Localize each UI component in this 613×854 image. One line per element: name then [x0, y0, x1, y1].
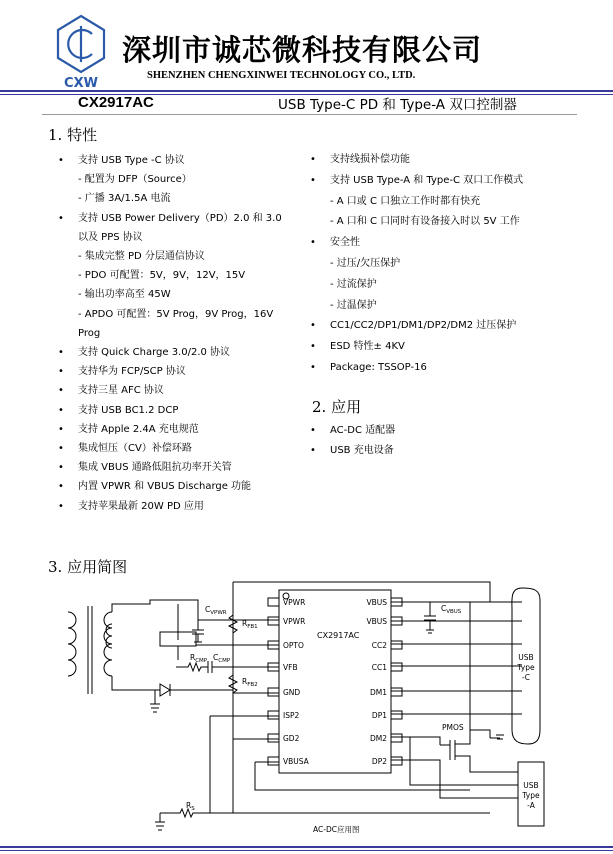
feature-item: - 过流保护	[330, 278, 377, 290]
feature-item: • 支持华为 FCP/SCP 协议	[78, 365, 186, 379]
pmos-label: PMOS	[442, 723, 464, 732]
feature-item: • 安全性	[330, 236, 360, 250]
chip-pin-left-label: GD2	[283, 734, 300, 743]
feature-item: • 支持 USB Power Delivery（PD）2.0 和 3.0	[78, 212, 282, 226]
chip-pin-left-label: VPWR	[283, 598, 306, 607]
header-rule	[0, 90, 613, 92]
feature-item: - A 口和 C 口同时有设备接入时以 5V 工作	[330, 216, 520, 228]
chip-pin-left-label: OPTO	[283, 641, 304, 650]
rs-label: $R_S$	[186, 801, 195, 812]
feature-item: - 输出功率高至 45W	[78, 289, 171, 301]
feature-item: Prog	[78, 327, 101, 339]
chip-pin-left	[268, 688, 279, 696]
usb-c-label-1: USB	[518, 653, 534, 662]
chip-pin-left-label: VPWR	[283, 617, 306, 626]
diagram-heading: 3. 应用简图	[48, 558, 128, 576]
chip-pin-left	[268, 757, 279, 765]
company-logo	[52, 12, 110, 90]
footer-rule-thin	[0, 850, 613, 851]
feature-item: - A 口或 C 口独立工作时都有快充	[330, 195, 481, 207]
feature-item: • 支持 USB BC1.2 DCP	[78, 404, 178, 418]
chip-pin-left-label: GND	[283, 688, 301, 697]
feature-item: - 集成完整 PD 分层通信协议	[78, 251, 205, 262]
cvpwr-label: $C_{VPWR}$	[205, 605, 227, 616]
chip-pin-right-label: VBUS	[366, 598, 387, 607]
applications-heading: 2. 应用	[312, 398, 362, 416]
feature-item: • 支持三星 AFC 协议	[78, 384, 164, 398]
chip-pin-right-label: DM2	[369, 734, 387, 743]
usb-a-label-2: Type	[522, 791, 540, 800]
usb-c-label-3: -C	[522, 673, 530, 682]
chip-pin-left	[268, 598, 279, 606]
application-item: • USB 充电设备	[330, 444, 394, 458]
feature-item: • CC1/CC2/DP1/DM1/DP2/DM2 过压保护	[330, 319, 516, 333]
application-item: • AC-DC 适配器	[330, 424, 395, 438]
feature-item: 以及 PPS 协议	[78, 231, 143, 243]
feature-item: • 集成恒压（CV）补偿环路	[78, 442, 192, 456]
ccmp-label: $C_{CMP}$	[213, 653, 231, 664]
company-name-en: SHENZHEN CHENGXINWEI TECHNOLOGY CO., LTD.	[147, 70, 416, 81]
part-number: CX2917AC	[78, 94, 154, 111]
feature-item: • 支持线损补偿功能	[330, 153, 410, 167]
chip-name: CX2917AC	[317, 631, 360, 640]
feature-item: • 支持苹果最新 20W PD 应用	[78, 500, 204, 514]
cvbus-label: $C_{VBUS}$	[441, 604, 462, 615]
chip-pin-right-label: DP2	[371, 757, 387, 766]
feature-item: • 支持 USB Type -C 协议	[78, 154, 185, 168]
footer-rule	[0, 846, 613, 848]
logo-text: CXW	[64, 76, 98, 90]
feature-item: - 过温保护	[330, 299, 377, 311]
chip-pin-right-label: CC1	[371, 663, 387, 672]
chip-pin-right	[391, 757, 402, 765]
chip-pin-left-label: ISP2	[283, 711, 300, 720]
feature-item: - 过压/欠压保护	[330, 258, 401, 269]
chip-pin-left	[268, 711, 279, 719]
diagram-caption: AC-DC应用图	[313, 825, 360, 834]
usb-c-label-2: Type	[517, 663, 535, 672]
feature-item: • ESD 特性± 4KV	[330, 340, 405, 354]
chip-pin-right	[391, 663, 402, 671]
feature-item: - APDO 可配置：5V Prog，9V Prog，16V	[78, 308, 274, 320]
chip-pin-left-label: VFB	[283, 663, 298, 672]
title-divider	[42, 114, 577, 115]
chip-pin-right-label: DM1	[369, 688, 387, 697]
chip-pin-right-label: VBUS	[366, 617, 387, 626]
rcmp-label: $R_{CMP}$	[190, 653, 208, 664]
rfb1-label: $R_{FB1}$	[242, 619, 258, 630]
rfb2-label: $R_{FB2}$	[242, 677, 258, 688]
feature-item: • 支持 Apple 2.4A 充电规范	[78, 423, 199, 437]
chip-pin-left	[268, 617, 279, 625]
chip-pin-right	[391, 711, 402, 719]
chip-pin-right	[391, 641, 402, 649]
feature-item: • 支持 USB Type-A 和 Type-C 双口工作模式	[330, 174, 523, 188]
feature-item: • 支持 Quick Charge 3.0/2.0 协议	[78, 346, 230, 360]
chip-pin-right	[391, 734, 402, 742]
chip-pin-right-label: DP1	[371, 711, 387, 720]
usb-a-label-3: -A	[527, 801, 535, 810]
feature-item: - 广播 3A/1.5A 电流	[78, 193, 171, 205]
document-title: USB Type-C PD 和 Type-A 双口控制器	[278, 97, 517, 113]
feature-item: - 配置为 DFP（Source）	[78, 174, 192, 186]
company-name-cn: 深圳市诚芯微科技有限公司	[122, 33, 483, 67]
chip-pin-right-label: CC2	[371, 641, 387, 650]
application-circuit-diagram	[0, 575, 613, 840]
chip-pin-right	[391, 688, 402, 696]
usb-a-label-1: USB	[523, 781, 539, 790]
chip-pin-left-label: VBUSA	[283, 757, 309, 766]
chip-pin-left	[268, 734, 279, 742]
feature-item: • 集成 VBUS 通路低阻抗功率开关管	[78, 461, 232, 475]
features-heading: 1. 特性	[48, 126, 98, 144]
feature-item: • 内置 VPWR 和 VBUS Discharge 功能	[78, 480, 251, 494]
feature-item: - PDO 可配置：5V，9V，12V，15V	[78, 270, 246, 282]
feature-item: • Package: TSSOP-16	[330, 361, 427, 375]
